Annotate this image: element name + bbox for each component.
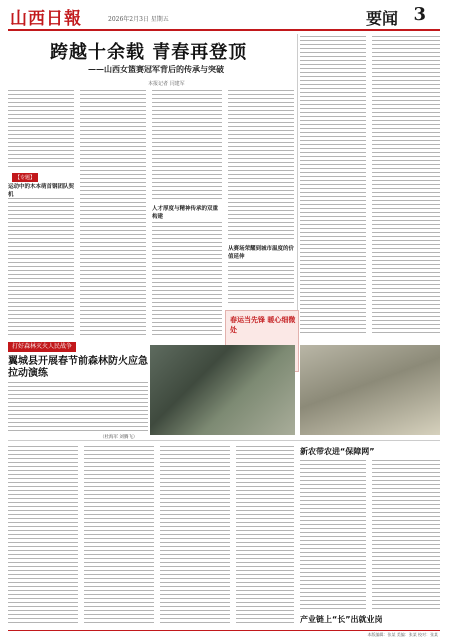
news-photo [300,345,440,435]
masthead [8,4,442,30]
news-photo [150,345,295,435]
text-block [160,446,230,626]
issue-date: 2026年2月3日 星期五 [108,16,169,23]
top-rule [8,29,440,31]
section-label: 【专题】 [12,173,38,182]
section-title: 人才厚度与精神传承的双重构建 [152,206,219,220]
text-block [8,198,74,338]
text-block [300,460,366,610]
footer-credits: 本版编辑：张某 美编：张某 校对：张某 [367,632,438,637]
text-block [372,36,440,336]
text-block [300,36,366,336]
newspaper-logo: 山西日報 [10,9,82,29]
feature-headline: 翼城县开展春节前森林防火应急拉动演练 [8,356,148,379]
page-footer [8,630,440,639]
bottom-right-title: 产业链上“长”出就业岗 [300,615,383,624]
feature-author: （杜海军 刘腾飞） [100,435,138,440]
text-block [372,460,440,610]
lead-byline: 本报记者 闫建军 [148,81,185,87]
text-block [152,90,222,200]
column-divider [297,34,298,339]
poster-title: 春运当先锋 暖心细微处 [230,315,296,334]
lead-subhead: ——山西女篮赛冠军背后的传承与突破 [88,64,224,74]
section-divider [8,440,440,441]
lead-headline: 跨越十余载 青春再登顶 [50,42,248,63]
red-label-bar: 打好森林灭火人民战争 [8,342,76,352]
text-block [8,382,148,432]
section-title: 从赛场荣耀到城市温度的价值延伸 [228,246,295,260]
text-block [8,446,78,626]
section-title: 运动中的木本萌首钢团队契机 [8,184,75,198]
text-block [236,446,294,626]
page-number: 3 [413,4,426,25]
text-block [152,222,222,338]
text-block [84,446,154,626]
text-block [228,90,294,240]
text-block [80,90,146,338]
text-block [228,262,294,306]
section-name: 要闻 [365,9,398,28]
text-block [8,90,74,170]
right-column-title: 新农带农进“保障网” [300,447,375,456]
